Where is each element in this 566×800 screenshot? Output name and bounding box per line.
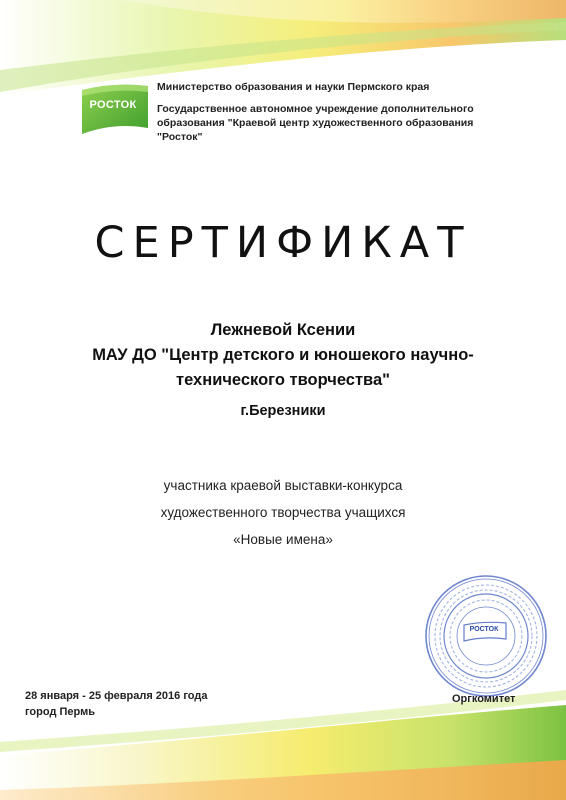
description-line: участника краевой выставки-конкурса — [163, 478, 403, 493]
event-place: город Пермь — [25, 706, 95, 718]
footer-dates-block — [25, 688, 207, 720]
certificate-description — [0, 472, 566, 553]
organization-header — [157, 80, 517, 144]
recipient-city: г.Березники — [240, 403, 326, 419]
signature-label: Оргкомитет — [452, 693, 516, 705]
logo-text: РОСТОК — [89, 99, 137, 111]
ministry-name: Министерство образования и науки Пермского края — [157, 81, 430, 93]
recipient-name: Лежневой Ксении — [210, 321, 356, 339]
official-stamp — [423, 573, 549, 699]
stamp-logo — [462, 621, 508, 643]
institution-line: Государственное автономное учреждение дополнительного — [157, 103, 474, 115]
certificate-title: СЕРТИФИКАТ — [94, 218, 472, 268]
stamp-logo-text: РОСТОК — [469, 626, 499, 633]
rostok-logo — [78, 80, 152, 138]
institution-line: образования "Краевой центр художественного образования — [157, 117, 474, 129]
description-line: художественного творчества учащихся — [160, 505, 406, 520]
institution-line: "Росток" — [157, 131, 203, 143]
description-line: «Новые имена» — [233, 532, 333, 547]
event-dates: 28 января - 25 февраля 2016 года — [25, 690, 208, 702]
recipient-organization-line: МАУ ДО "Центр детского и юношекого научно- — [92, 346, 474, 364]
recipient-organization-line: технического творчества" — [176, 371, 390, 389]
recipient-block — [0, 318, 566, 424]
